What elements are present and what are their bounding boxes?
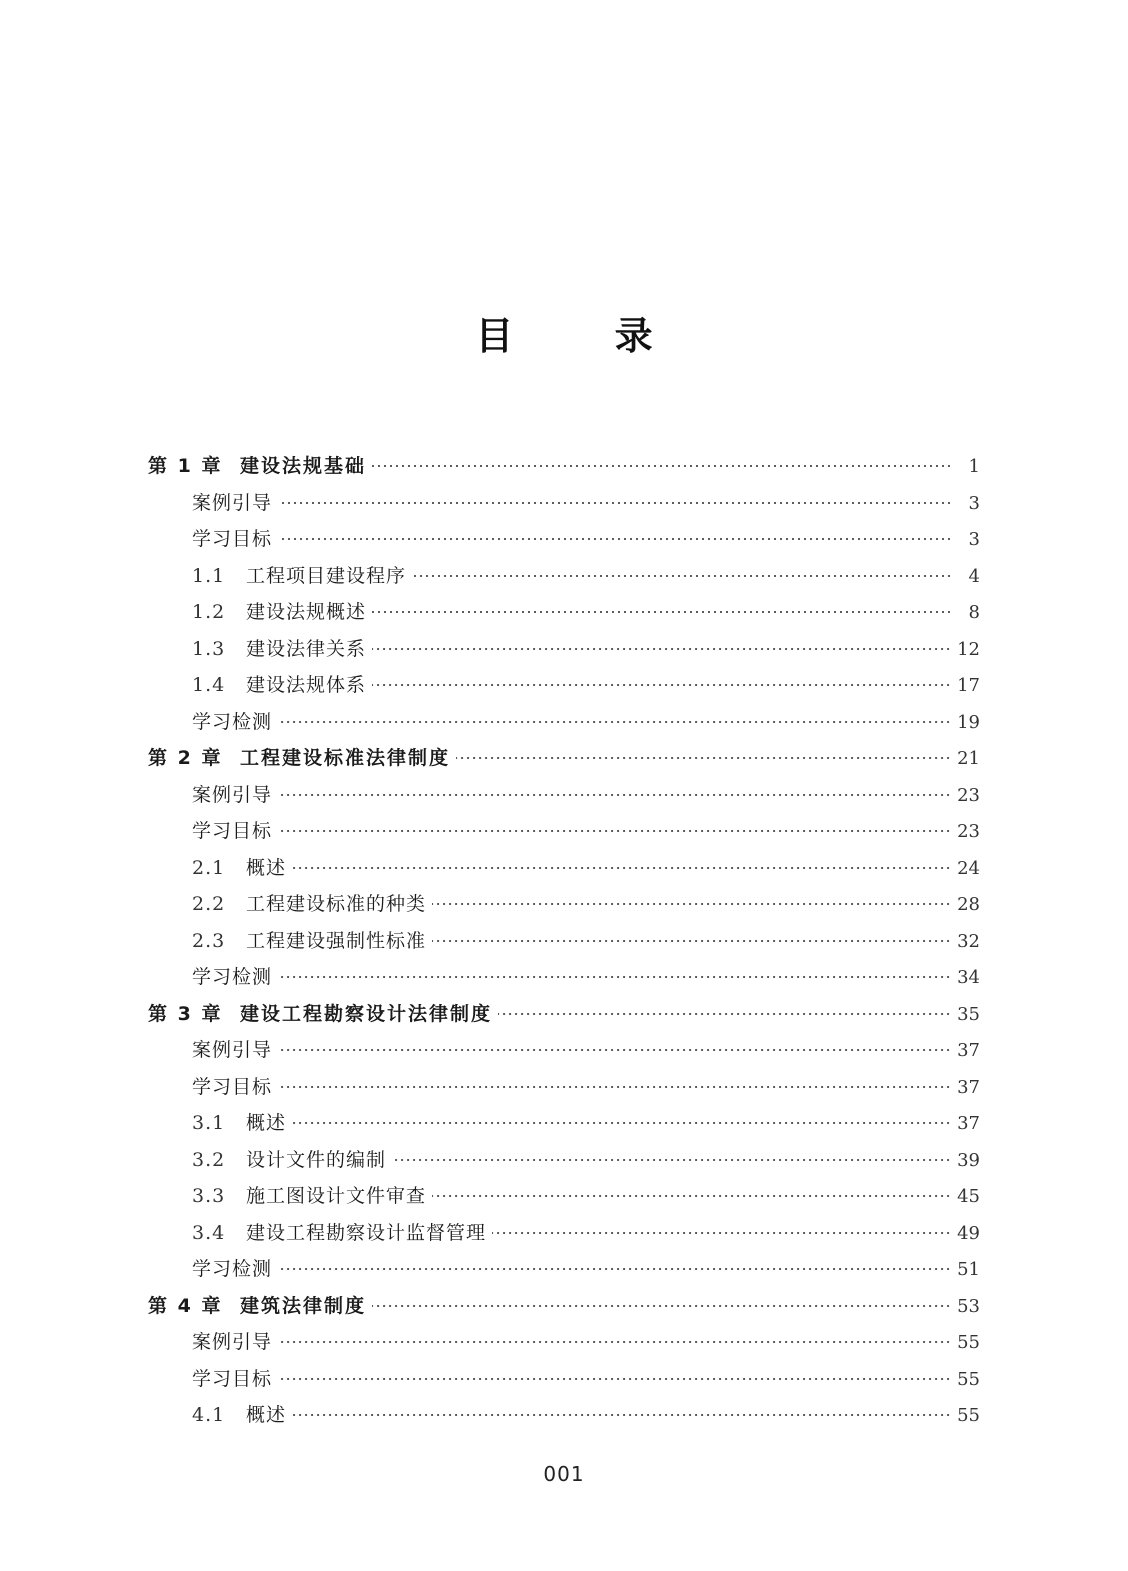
- toc-entry-page: 3: [968, 529, 980, 550]
- toc-entry-number: 3.4: [192, 1221, 226, 1244]
- dot-leader: [432, 1195, 951, 1197]
- toc-entry-number: 1.1: [192, 564, 226, 587]
- toc-section-entry[interactable]: [148, 521, 980, 558]
- dot-leader: [372, 465, 952, 467]
- dot-leader: [412, 575, 952, 577]
- toc-entry-title: 学习目标: [192, 820, 273, 842]
- toc-chapter-entry[interactable]: [148, 448, 980, 485]
- toc-section-entry[interactable]: [148, 959, 980, 996]
- toc-entry-title: 设计文件的编制: [246, 1148, 387, 1171]
- dot-leader: [278, 1341, 951, 1343]
- toc-entry-title: 概述: [246, 1404, 287, 1426]
- toc-entry-title: 概述: [246, 856, 287, 879]
- toc-section-entry[interactable]: [148, 631, 980, 668]
- dot-leader: [292, 1122, 951, 1124]
- dot-leader: [278, 830, 951, 832]
- toc-entry-page: 55: [957, 1368, 980, 1390]
- toc-entry-title: 学习检测: [192, 966, 273, 988]
- toc-section-entry[interactable]: [148, 1324, 980, 1361]
- toc-entry-page: 3: [968, 492, 980, 514]
- toc-entry-page: 34: [957, 967, 980, 988]
- toc-entry-number: 2.1: [192, 856, 226, 879]
- toc-entry-title: 工程建设标准的种类: [246, 893, 427, 915]
- toc-entry-page: 21: [957, 748, 980, 769]
- toc-entry-page: 32: [957, 930, 980, 952]
- toc-entry-page: 17: [957, 675, 980, 696]
- toc-entry-page: 12: [957, 638, 980, 660]
- dot-leader: [278, 1378, 951, 1380]
- dot-leader: [278, 794, 951, 796]
- toc-section-entry[interactable]: [148, 1215, 980, 1252]
- toc-entry-page: 55: [957, 1332, 980, 1353]
- toc-entry-title: 建设工程勘察设计法律制度: [240, 1002, 493, 1025]
- toc-entry-page: 37: [957, 1040, 980, 1061]
- toc-entry-number: 第 4 章: [148, 1294, 223, 1317]
- toc-entry-title: 建设法规概述: [246, 601, 367, 623]
- toc-entry-page: 51: [957, 1259, 980, 1280]
- dot-leader: [292, 867, 951, 869]
- dot-leader: [372, 1305, 951, 1307]
- page-title: 目 录: [475, 314, 697, 358]
- toc-entry-number: 2.2: [192, 893, 226, 915]
- toc-entry-number: 3.1: [192, 1112, 226, 1134]
- dot-leader: [392, 1159, 951, 1161]
- toc-entry-page: 4: [968, 565, 980, 587]
- toc-entry-title: 概述: [246, 1112, 287, 1134]
- toc-section-entry[interactable]: [148, 850, 980, 887]
- toc-entry-page: 19: [957, 711, 980, 733]
- table-of-contents: [148, 448, 980, 1434]
- toc-entry-title: 建设法规基础: [240, 455, 367, 477]
- dot-leader: [432, 940, 951, 942]
- dot-leader: [278, 721, 951, 723]
- toc-entry-page: 23: [957, 784, 980, 806]
- toc-entry-page: 45: [957, 1186, 980, 1207]
- dot-leader: [456, 757, 951, 759]
- toc-entry-number: 3.3: [192, 1185, 226, 1207]
- toc-entry-page: 24: [957, 857, 980, 879]
- dot-leader: [372, 611, 952, 613]
- toc-section-entry[interactable]: [148, 594, 980, 631]
- dot-leader: [278, 1086, 951, 1088]
- toc-entry-page: 37: [957, 1076, 980, 1098]
- toc-entry-title: 建筑法律制度: [240, 1294, 367, 1317]
- toc-entry-page: 8: [968, 602, 980, 623]
- toc-section-entry[interactable]: [148, 886, 980, 923]
- toc-entry-page: 39: [957, 1149, 980, 1171]
- toc-entry-number: 2.3: [192, 929, 226, 952]
- toc-chapter-entry[interactable]: [148, 1288, 980, 1325]
- dot-leader: [492, 1232, 951, 1234]
- toc-entry-number: 1.2: [192, 601, 226, 623]
- toc-entry-page: 49: [957, 1222, 980, 1244]
- toc-entry-page: 35: [957, 1003, 980, 1025]
- toc-entry-number: 第 3 章: [148, 1002, 223, 1025]
- toc-section-entry[interactable]: [148, 923, 980, 960]
- toc-section-entry[interactable]: [148, 1105, 980, 1142]
- toc-entry-title: 案例引导: [192, 783, 273, 806]
- toc-section-entry[interactable]: [148, 1251, 980, 1288]
- toc-section-entry[interactable]: [148, 1397, 980, 1434]
- dot-leader: [498, 1013, 951, 1015]
- toc-entry-page: 28: [957, 894, 980, 915]
- toc-entry-title: 工程项目建设程序: [246, 564, 407, 587]
- toc-section-entry[interactable]: [148, 1142, 980, 1179]
- toc-section-entry[interactable]: [148, 813, 980, 850]
- toc-section-entry[interactable]: [148, 1069, 980, 1106]
- toc-entry-title: 学习目标: [192, 1075, 273, 1098]
- toc-entry-title: 建设工程勘察设计监督管理: [246, 1221, 487, 1244]
- toc-entry-title: 建设法律关系: [246, 637, 367, 660]
- toc-section-entry[interactable]: [148, 777, 980, 814]
- toc-entry-number: 第 1 章: [148, 455, 223, 477]
- toc-section-entry[interactable]: [148, 485, 980, 522]
- toc-entry-title: 学习目标: [192, 528, 273, 550]
- toc-section-entry[interactable]: [148, 1032, 980, 1069]
- toc-section-entry[interactable]: [148, 704, 980, 741]
- toc-entry-page: 37: [957, 1113, 980, 1134]
- toc-entry-title: 学习检测: [192, 1258, 273, 1280]
- dot-leader: [372, 684, 951, 686]
- toc-entry-page: 55: [957, 1405, 980, 1426]
- toc-entry-title: 施工图设计文件审查: [246, 1185, 427, 1207]
- toc-entry-title: 学习检测: [192, 710, 273, 733]
- toc-entry-title: 学习目标: [192, 1367, 273, 1390]
- toc-entry-number: 4.1: [192, 1404, 226, 1426]
- dot-leader: [278, 502, 952, 504]
- toc-entry-number: 3.2: [192, 1148, 226, 1171]
- dot-leader: [432, 903, 951, 905]
- dot-leader: [278, 1049, 951, 1051]
- toc-entry-number: 第 2 章: [148, 747, 223, 769]
- toc-chapter-entry[interactable]: [148, 996, 980, 1033]
- toc-entry-number: 1.3: [192, 637, 226, 660]
- toc-entry-title: 案例引导: [192, 491, 273, 514]
- toc-entry-title: 案例引导: [192, 1039, 273, 1061]
- dot-leader: [278, 976, 951, 978]
- dot-leader: [372, 648, 951, 650]
- page-number: 001: [543, 1462, 585, 1486]
- toc-entry-title: 工程建设强制性标准: [246, 929, 427, 952]
- toc-entry-page: 53: [957, 1295, 980, 1317]
- dot-leader: [292, 1414, 951, 1416]
- toc-chapter-entry[interactable]: [148, 740, 980, 777]
- toc-section-entry[interactable]: [148, 558, 980, 595]
- toc-entry-page: 23: [957, 821, 980, 842]
- toc-section-entry[interactable]: [148, 667, 980, 704]
- toc-entry-title: 建设法规体系: [246, 674, 367, 696]
- toc-section-entry[interactable]: [148, 1361, 980, 1398]
- toc-section-entry[interactable]: [148, 1178, 980, 1215]
- toc-entry-title: 工程建设标准法律制度: [240, 747, 451, 769]
- dot-leader: [278, 538, 952, 540]
- toc-entry-page: 1: [968, 456, 980, 477]
- toc-entry-title: 案例引导: [192, 1331, 273, 1353]
- dot-leader: [278, 1268, 951, 1270]
- toc-entry-number: 1.4: [192, 674, 226, 696]
